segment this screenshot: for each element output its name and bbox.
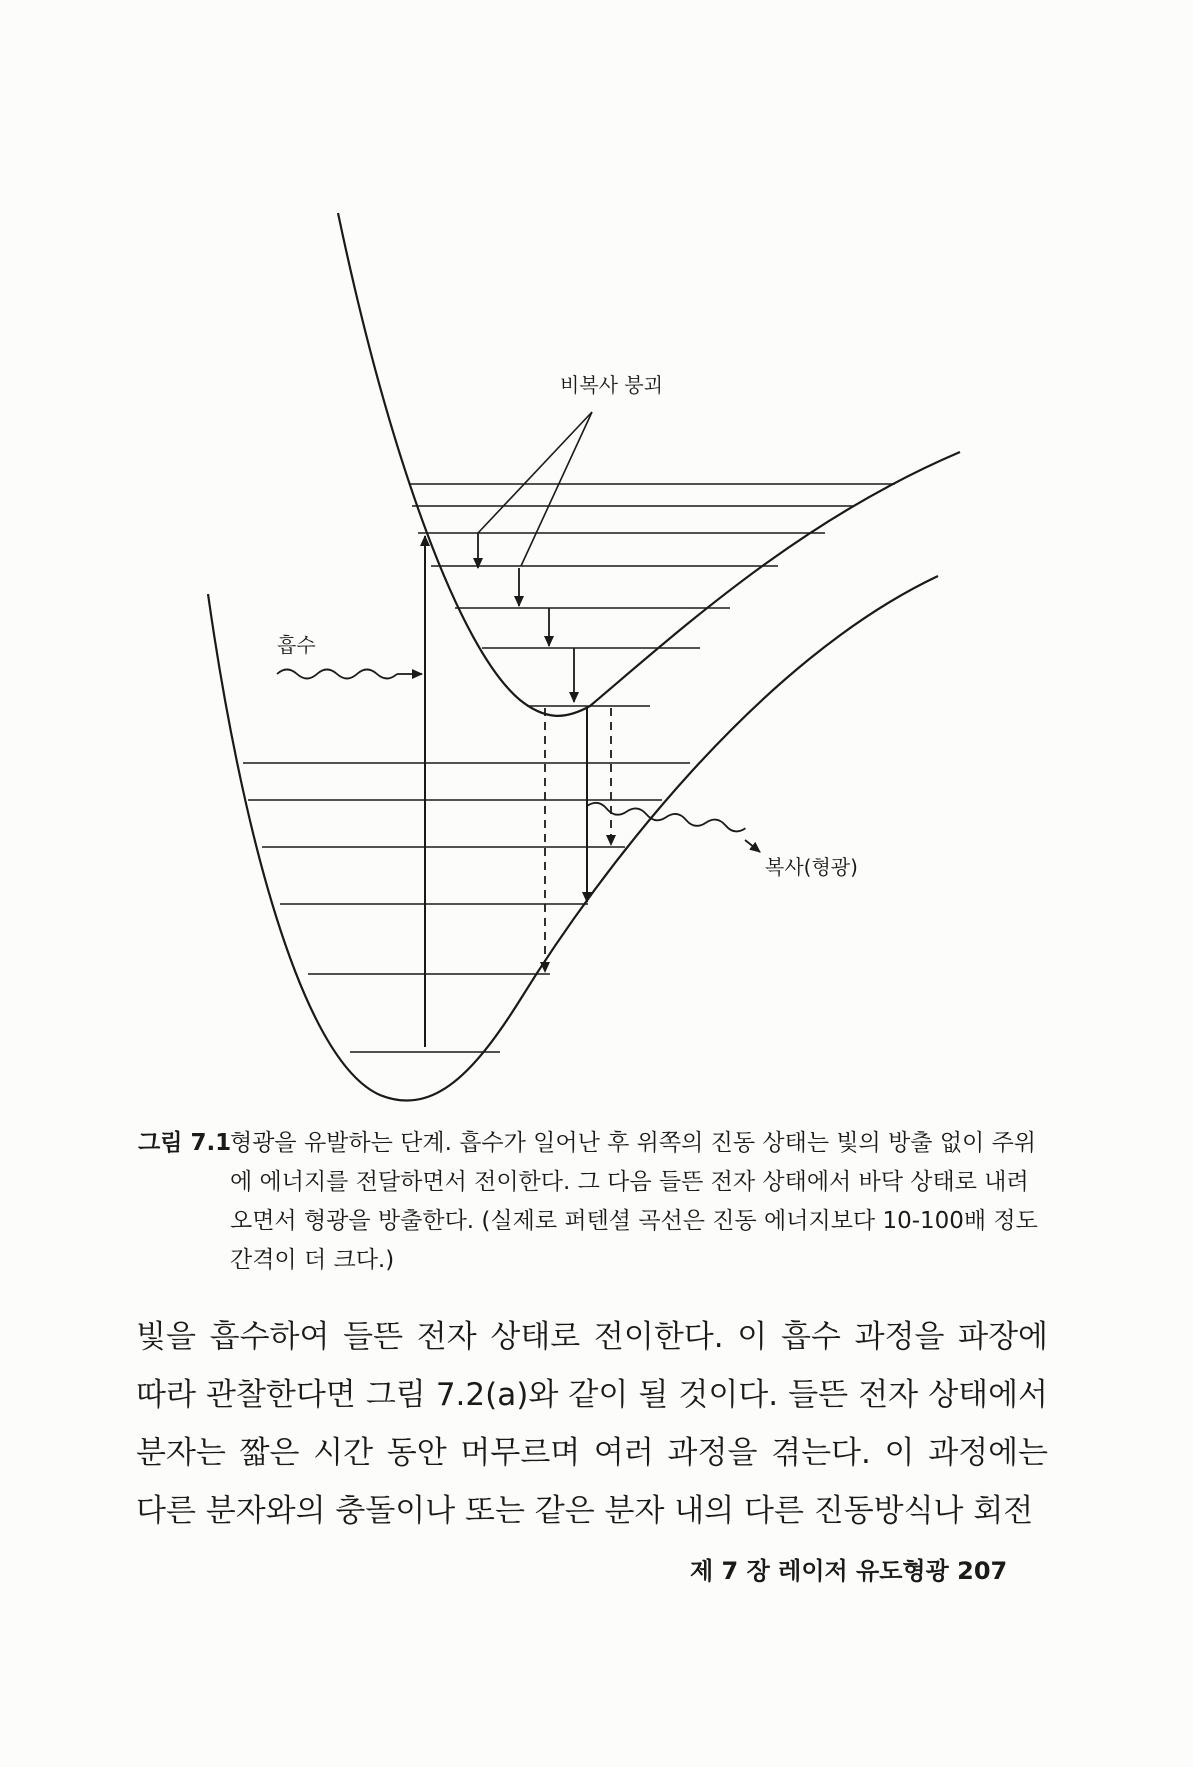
excited-state-curve [338,213,960,716]
figure-caption [138,1124,1038,1280]
page-footer: 제 7 장 레이저 유도형광 207 [690,1557,1008,1585]
absorption-label: 흡수 [277,633,316,657]
fluorescence-dashed-arrows [545,708,611,972]
figure-number: 그림 7.1 [138,1130,232,1156]
radiative-label: 복사(형광) [765,855,858,879]
figure-caption-text: 형광을 유발하는 단계. 흡수가 일어난 후 위쪽의 진동 상태는 빛의 방출 없이 주위에 에너지를 전달하면서 전이한다. 그 다음 들뜬 전자 상태에서 바닥 상태로 내려오면서 형광을 방출한다. (실제로 퍼텐셜 곡선은 진동 에너지보다 10-100배 정도 간격이 더 크다.) [230,1130,1038,1273]
absorption-photon-wave [277,670,397,679]
body-paragraph: 빛을 흡수하여 들뜬 전자 상태로 전이한다. 이 흡수 과정을 파장에 따라 관찰한다면 그림 7.2(a)와 같이 될 것이다. 들뜬 전자 상태에서 분자는 짧은 시간 동안 머무르며 여러 과정을 겪는다. 이 과정에는 다른 분자와의 충돌이나 또는 같은 분자 내의 다른 진동방식나 회전 [136,1319,1048,1529]
nonradiative-decay-arrows [478,533,574,702]
nonradiative-pointers [478,412,592,566]
ground-state-curve [208,576,938,1101]
excited-vibrational-levels [409,484,895,706]
nonradiative-label: 비복사 붕괴 [560,373,663,397]
